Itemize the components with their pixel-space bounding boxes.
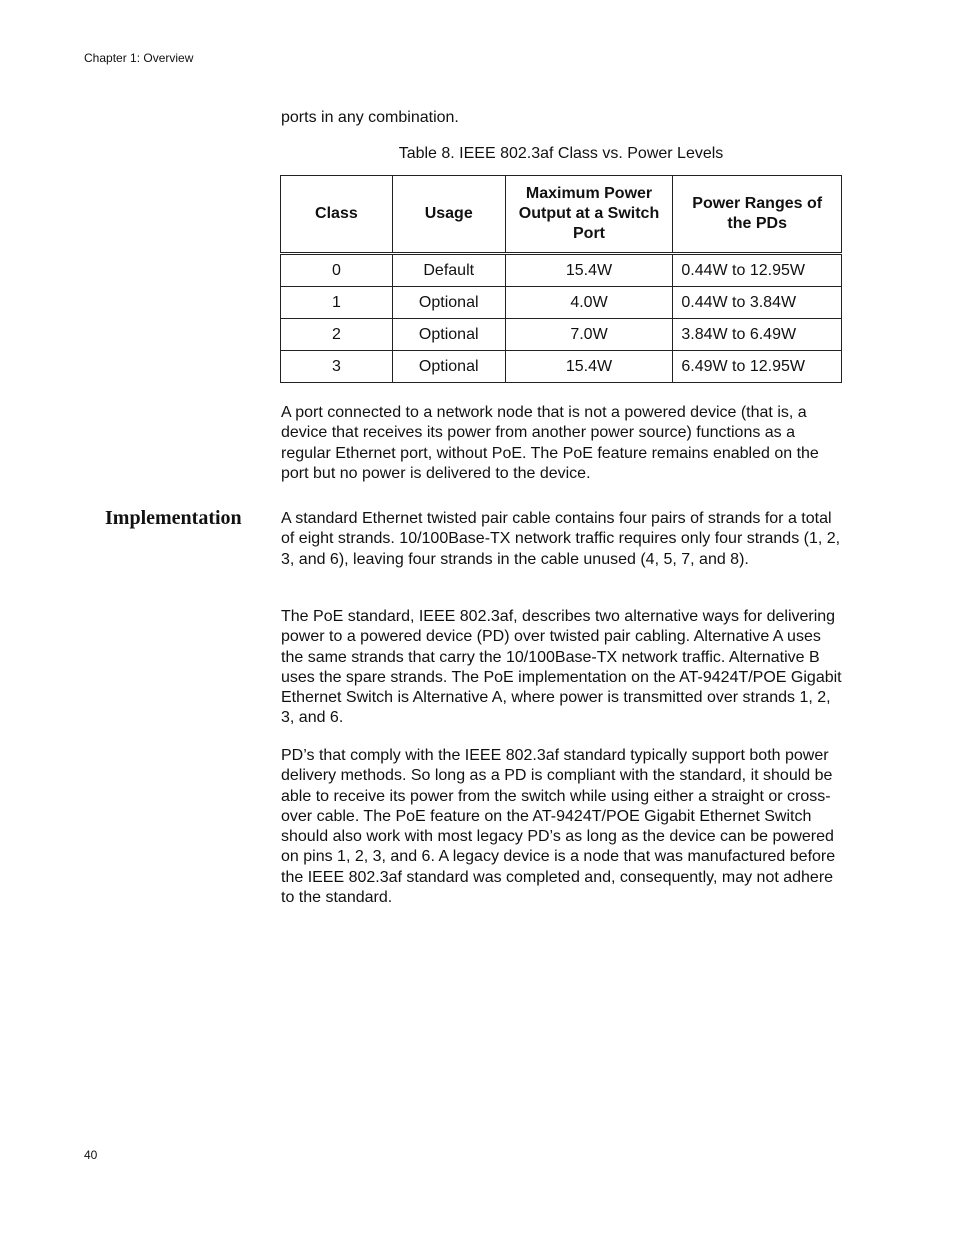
column-header-power-range: Power Ranges of the PDs	[673, 176, 842, 254]
cell-usage: Optional	[392, 351, 505, 383]
cell-max-power: 4.0W	[505, 287, 673, 319]
cell-usage: Optional	[392, 287, 505, 319]
cell-power-range: 6.49W to 12.95W	[673, 351, 842, 383]
cell-max-power: 7.0W	[505, 319, 673, 351]
column-header-usage: Usage	[392, 176, 505, 254]
table-row	[281, 287, 842, 319]
table-row	[281, 319, 842, 351]
cell-class: 3	[281, 351, 393, 383]
continuation-text: ports in any combination.	[281, 109, 459, 126]
cell-power-range: 3.84W to 6.49W	[673, 319, 842, 351]
implementation-paragraph: A standard Ethernet twisted pair cable contains four pairs of strands for a total of eight strands. 10/100Base-TX network traffic requires only four strands (1, 2, 3, and 6), leaving four strands in the cable unused (4, 5, 7, and 8).	[281, 510, 841, 568]
cell-power-range: 0.44W to 12.95W	[673, 254, 842, 287]
cell-class: 2	[281, 319, 393, 351]
page-number: 40	[84, 1148, 98, 1162]
implementation-paragraph: PD’s that comply with the IEEE 802.3af standard typically support both power delivery methods. So long as a PD is compliant with the standard, it should be able to receive its power from the switch while using either a straight or cross-over cable. The PoE feature on the AT-9424T/POE Gigabit Ethernet Switch should also work with most legacy PD’s as long as the device can be powered on pins 1, 2, 3, and 6. A legacy device is a node that was manufactured before the IEEE 802.3af standard was completed and, consequently, may not adhere to the standard.	[281, 747, 836, 907]
paragraph-non-pd: A port connected to a network node that is not a powered device (that is, a device that receives its power from another power source) functions as a regular Ethernet port, without PoE. The PoE feature remains enabled on the port but no power is delivered to the device.	[281, 404, 819, 482]
cell-max-power: 15.4W	[505, 351, 673, 383]
class-power-table	[280, 175, 842, 383]
column-header-class: Class	[281, 176, 393, 254]
cell-max-power: 15.4W	[505, 254, 673, 287]
implementation-paragraph: The PoE standard, IEEE 802.3af, describes two alternative ways for delivering power to a powered device (PD) over twisted pair cabling. Alternative A uses the same strands that carry the 10/100Base-TX network traffic. Alternative B uses the spare strands. The PoE implementation on the AT-9424T/POE Gigabit Ethernet Switch is Alternative A, where power is transmitted over strands 1, 2, 3, and 6.	[281, 608, 842, 727]
table-caption: Table 8. IEEE 802.3af Class vs. Power Levels	[398, 145, 724, 162]
table-row	[281, 254, 842, 287]
cell-usage: Optional	[392, 319, 505, 351]
table-header-row	[281, 176, 842, 254]
table-row	[281, 351, 842, 383]
running-header: Chapter 1: Overview	[84, 51, 194, 65]
cell-usage: Default	[392, 254, 505, 287]
section-heading-implementation: Implementation	[105, 507, 242, 529]
cell-power-range: 0.44W to 3.84W	[673, 287, 842, 319]
column-header-max-power: Maximum Power Output at a Switch Port	[505, 176, 673, 254]
cell-class: 0	[281, 254, 393, 287]
cell-class: 1	[281, 287, 393, 319]
